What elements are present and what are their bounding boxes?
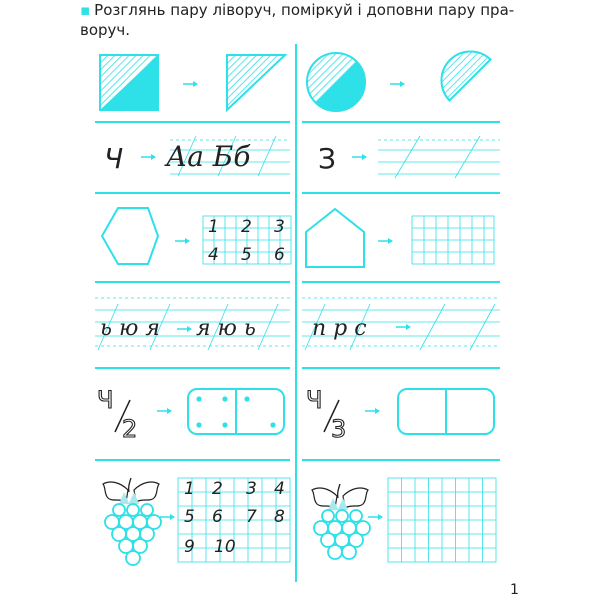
fraction-bottom: 3 (331, 415, 347, 443)
row-grapes (103, 478, 496, 565)
hexagon-shape (102, 208, 158, 264)
letter-ch: Ч (104, 142, 124, 175)
fraction-top: Ч (306, 386, 323, 414)
grid-number: 4 (274, 479, 285, 499)
row-letters (104, 136, 500, 178)
grid-number: 5 (241, 245, 252, 265)
arrow-icon (390, 81, 405, 87)
hatched-triangle (227, 55, 285, 110)
bullet-icon: ▪ (80, 1, 91, 19)
empty-grid-right (412, 216, 494, 264)
grid-number: 1 (208, 217, 219, 237)
page-number: 1 (510, 582, 519, 598)
grid-number: 10 (214, 537, 236, 557)
domino-left (188, 389, 284, 434)
cursive-right: п р с (312, 316, 367, 341)
cursive-middle: я ю ь (196, 316, 256, 341)
arrow-icon (365, 408, 380, 414)
fraction-top: Ч (97, 386, 114, 414)
arrow-icon (157, 408, 172, 414)
empty-grid-right (388, 478, 496, 562)
hatched-half-circle (441, 51, 490, 100)
grid-number: 2 (241, 217, 252, 237)
grid-number: 9 (184, 537, 195, 557)
arrow-icon (141, 154, 156, 160)
row-grids (102, 208, 494, 267)
grid-number: 2 (212, 479, 223, 499)
arrow-icon (177, 326, 192, 332)
grid-number: 5 (184, 507, 195, 527)
row-cursive (95, 298, 500, 350)
arrow-icon (175, 238, 190, 244)
grid-number: 8 (274, 507, 285, 527)
grapes-icon (103, 478, 161, 565)
arrow-icon (368, 514, 383, 520)
grid-number: 3 (246, 479, 257, 499)
arrow-icon (183, 81, 198, 87)
grapes-icon (312, 484, 370, 559)
grid-number: 6 (212, 507, 223, 527)
fraction-bottom: 2 (122, 415, 138, 443)
instruction-line-2: воруч. (80, 21, 131, 39)
letter-z: З (318, 142, 336, 175)
row-separators (95, 122, 500, 460)
grid-number: 6 (274, 245, 285, 265)
handwriting-lines-right (378, 136, 500, 178)
grid-number: 3 (274, 217, 285, 237)
arrow-icon (160, 514, 175, 520)
grid-number: 7 (246, 507, 257, 527)
hatched-square (100, 55, 158, 110)
grid-number: 1 (184, 479, 195, 499)
house-shape (306, 209, 364, 267)
cursive-left: ь ю я (100, 316, 160, 341)
grid-number: 4 (208, 245, 219, 265)
domino-right (398, 389, 494, 434)
letters-pair: Аа Бб (166, 140, 251, 173)
arrow-icon (352, 154, 367, 160)
arrow-icon (378, 238, 393, 244)
arrow-icon (396, 324, 411, 330)
hatched-circle (307, 53, 365, 111)
instruction-line-1: Розглянь пару ліворуч, поміркуй і доповни пару пра- (94, 1, 515, 19)
